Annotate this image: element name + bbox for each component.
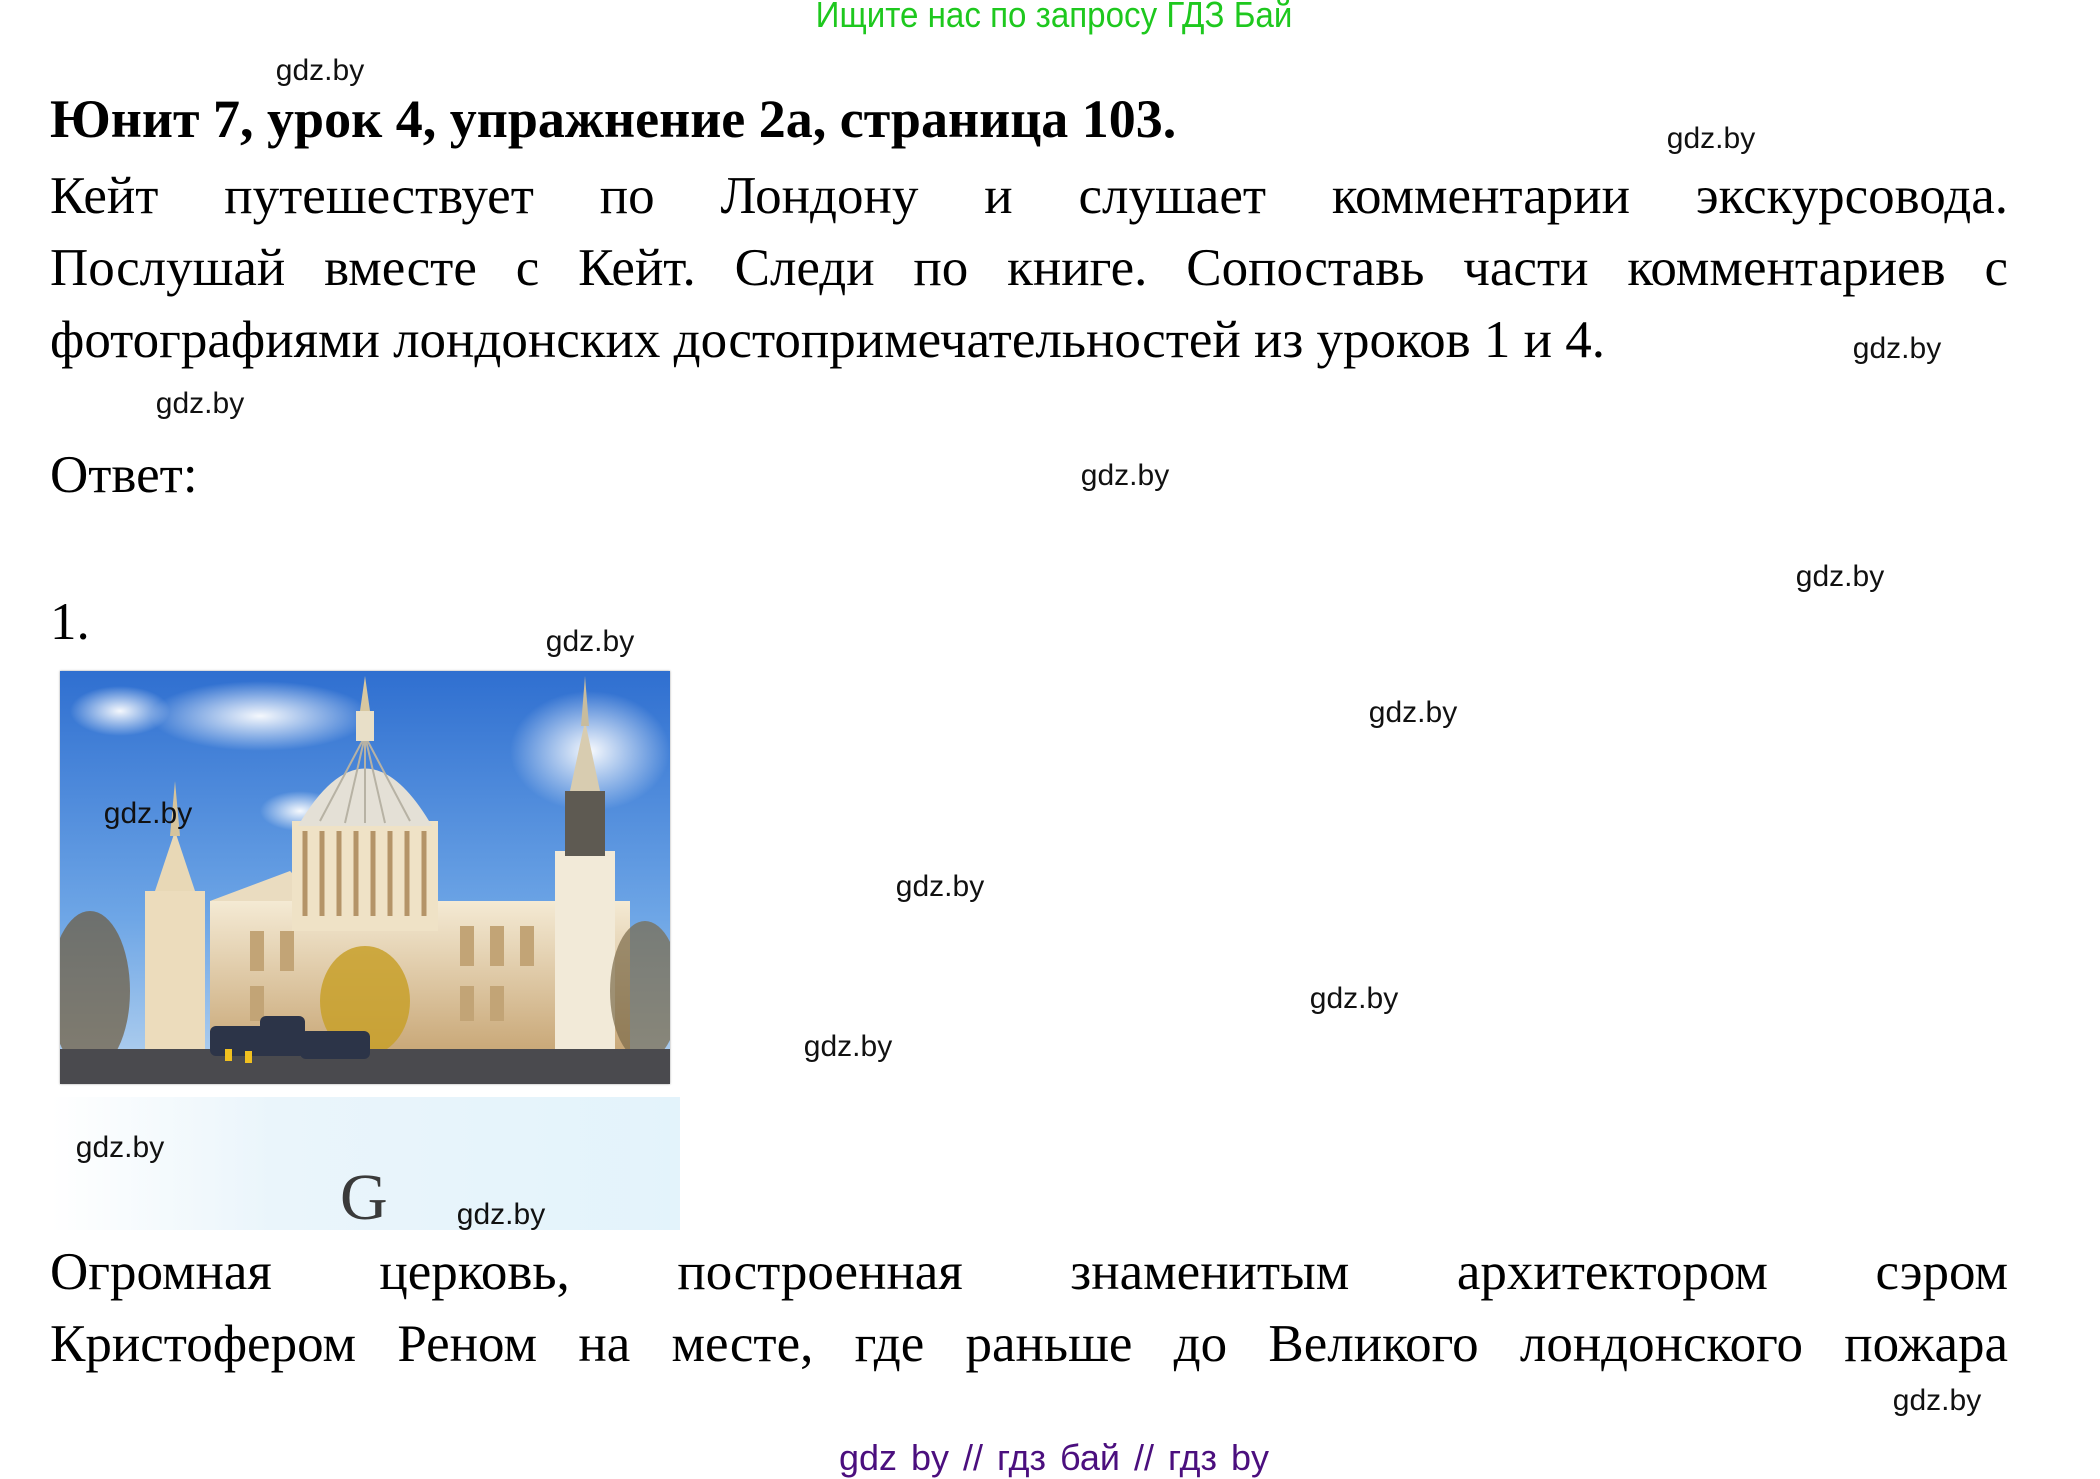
watermark-text: gdz.by [1892,1384,1982,1417]
watermark-text: gdz.by [895,870,985,903]
footer-links[interactable]: gdz by // гдз бай // гдз by [838,1437,1270,1478]
task-line: Послушай вместе с Кейт. Следи по книге. Сопоставь части комментариев с [50,239,2008,297]
task-line: фотографиями лондонских достопримечательностей из уроков 1 и 4. [50,311,1605,369]
answer-line: Огромная церковь, построенная знаменитым архитектором сэром [50,1243,2008,1301]
watermark-text: gdz.by [803,1030,893,1063]
item-number: 1. [50,593,90,651]
watermark-text: gdz.by [75,1131,165,1164]
watermark-text: gdz.by [1080,459,1170,492]
answer-text [50,1236,2008,1380]
page-title: Юнит 7, урок 4, упражнение 2а, страница 103. [50,89,1177,149]
watermark-text: gdz.by [456,1198,546,1231]
watermark-text: gdz.by [1666,122,1756,155]
search-promo-banner[interactable]: Ищите нас по запросу ГДЗ Бай [815,0,1293,35]
st-pauls-cathedral-image [60,671,670,1084]
watermark-text: gdz.by [1309,982,1399,1015]
watermark-text: gdz.by [275,54,365,87]
cathedral-photo [60,671,670,1084]
answer-line: Кристофером Реном на месте, где раньше до Великого лондонского пожара [50,1315,2008,1373]
watermark-text: gdz.by [545,625,635,658]
task-line: Кейт путешествует по Лондону и слушает комментарии экскурсовода. [50,167,2008,225]
answer-label: Ответ: [50,446,198,504]
watermark-text: gdz.by [1795,560,1885,593]
task-description [50,160,2008,376]
photo-caption-letter: G [340,1161,388,1234]
watermark-text: gdz.by [1852,332,1942,365]
watermark-text: gdz.by [1368,696,1458,729]
watermark-text: gdz.by [103,797,193,830]
watermark-text: gdz.by [155,387,245,420]
